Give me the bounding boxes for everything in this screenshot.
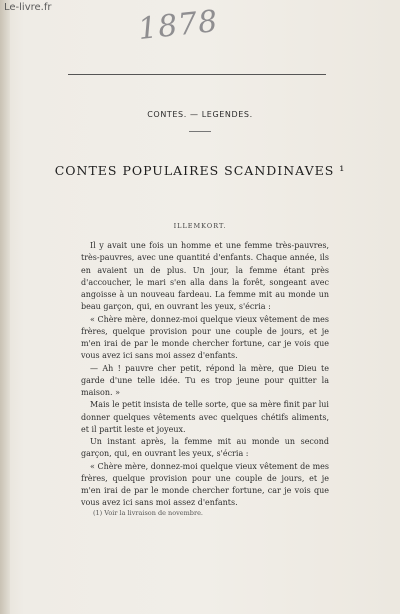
top-divider (68, 74, 326, 75)
handwritten-year: 1878 (136, 3, 220, 48)
paragraph: « Chère mère, donnez-moi quelque vieux vêtement de mes frères, quelque provision pour une couple de jours, et je m'en irai de par le monde chercher fortune, car je vois que vous avez ici sans moi assez d'enfants. (81, 461, 329, 508)
page-binding-edge (0, 0, 10, 614)
paragraph: — Ah ! pauvre cher petit, répond la mère, que Dieu te garde d'une telle idée. Tu es trop jeune pour quitter la maison. » (81, 363, 329, 397)
footnote: (1) Voir la livraison de novembre. (93, 509, 203, 517)
paragraph: « Chère mère, donnez-moi quelque vieux vêtement de mes frères, quelque provision pour une couple de jours, et je m'en irai de par le monde chercher fortune, car je vois que vous avez ici sans moi assez d'enfants. (81, 314, 329, 361)
section-heading: CONTES. — LEGENDES. (147, 110, 253, 119)
section-divider (189, 131, 211, 132)
article-body (81, 240, 329, 510)
paragraph: Un instant après, la femme mit au monde un second garçon, qui, en ouvrant les yeux, s'écria : (81, 437, 329, 459)
paragraph: Il y avait une fois un homme et une femme très-pauvres, très-pauvres, avec une quantité d'enfants. Chaque année, ils en avaient un de plus. Un jour, la femme étant près d'accoucher, le mari s'en alla dans la forêt, songeant avec angoisse à un nouveau fardeau. La femme mit au monde un beau garçon, qui, en ouvrant les yeux, s'écria : (81, 241, 329, 312)
page-title: CONTES POPULAIRES SCANDINAVES ¹ (54, 163, 346, 178)
story-title: ILLEMKORT. (173, 222, 227, 230)
watermark: Le-livre.fr (4, 2, 52, 13)
paragraph: Mais le petit insista de telle sorte, que sa mère finit par lui donner quelques vêtements avec quelques chétifs aliments, et il partit leste et joyeux. (81, 400, 329, 434)
